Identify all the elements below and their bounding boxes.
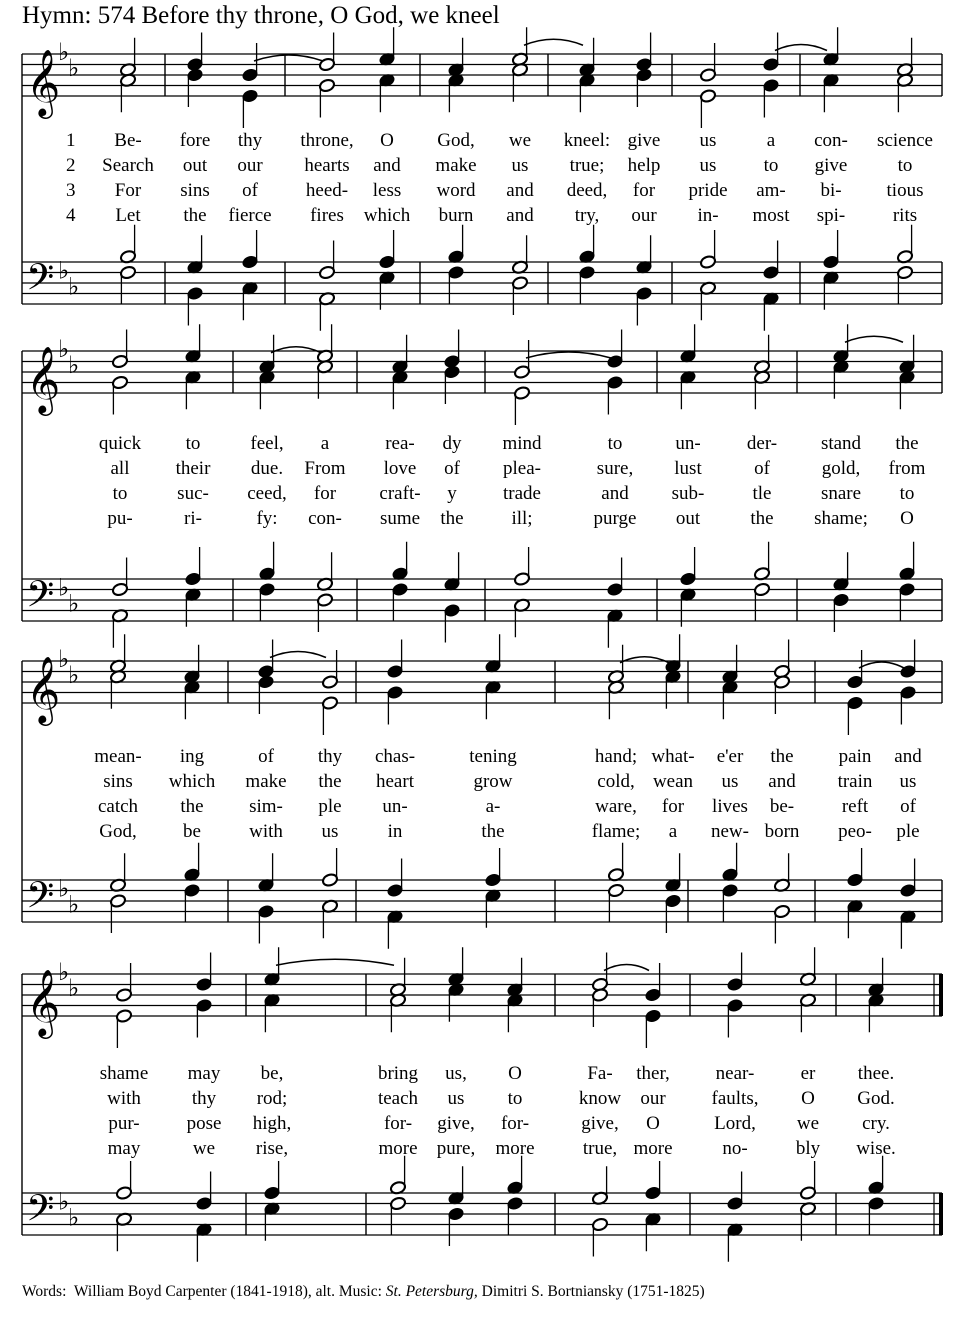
- lyric-syllable: hearts: [304, 155, 350, 176]
- lyric-syllable: y: [447, 483, 457, 504]
- lyric-syllable: spi-: [816, 205, 846, 226]
- slur: [271, 347, 321, 353]
- lyric-syllable: to: [763, 155, 779, 176]
- lyric-syllable: the: [318, 771, 342, 792]
- lyric-syllable: sume: [379, 508, 421, 529]
- lyric-syllable: pu-: [107, 508, 133, 529]
- verse-number: 1: [66, 130, 76, 151]
- lyric-syllable: pose: [186, 1113, 222, 1134]
- lyric-syllable: give,: [437, 1113, 475, 1134]
- bass-clef-icon: 𝄢: [26, 573, 55, 625]
- lyric-syllable: science: [877, 130, 933, 151]
- lyric-syllable: of: [444, 458, 460, 479]
- lyric-syllable: flame;: [591, 821, 641, 842]
- lyric-syllable: wise.: [856, 1138, 896, 1159]
- lyric-syllable: the: [440, 508, 464, 529]
- lyric-syllable: tle: [752, 483, 772, 504]
- lyric-syllable: for: [661, 796, 685, 817]
- lyric-syllable: shame;: [814, 508, 868, 529]
- music-credit: Dimitri S. Bortniansky (1751-1825): [481, 1283, 705, 1300]
- lyric-syllable: kneel:: [563, 130, 611, 151]
- treble-clef-icon: 𝄞: [26, 48, 61, 116]
- lyric-syllable: rise,: [255, 1138, 289, 1159]
- lyric-syllable: bly: [795, 1138, 821, 1159]
- lyric-syllable: we: [796, 1113, 820, 1134]
- lyric-syllable: snare: [820, 483, 862, 504]
- flat-icon: ♭: [58, 958, 70, 986]
- lyric-syllable: e'er: [716, 746, 744, 767]
- lyric-syllable: word: [436, 180, 476, 201]
- lyric-syllable: the: [770, 746, 794, 767]
- lyric-syllable: for-: [383, 1113, 413, 1134]
- lyric-syllable: stand: [820, 433, 862, 454]
- bass-clef-icon: 𝄢: [26, 256, 55, 308]
- lyric-syllable: us,: [445, 1063, 467, 1084]
- slur: [270, 652, 326, 658]
- lyric-syllable: less: [372, 180, 402, 201]
- lyric-syllable: dy: [442, 433, 462, 454]
- lyric-syllable: all: [110, 458, 130, 479]
- lyric-syllable: der-: [746, 433, 778, 454]
- lyric-syllable: con-: [308, 508, 342, 529]
- lyric-syllable: most: [752, 205, 790, 226]
- lyric-syllable: out: [182, 155, 208, 176]
- lyric-syllable: with: [249, 821, 283, 842]
- lyric-syllable: which: [363, 205, 411, 226]
- lyric-syllable: sim-: [249, 796, 283, 817]
- lyric-syllable: and: [506, 205, 534, 226]
- words-label: Words:: [22, 1283, 67, 1300]
- lyric-syllable: be: [183, 821, 201, 842]
- lyric-syllable: fore: [179, 130, 211, 151]
- lyric-syllable: of: [900, 796, 916, 817]
- slur: [254, 55, 323, 61]
- lyric-syllable: fires: [310, 205, 344, 226]
- lyric-syllable: rod;: [256, 1088, 288, 1109]
- lyric-syllable: trade: [503, 483, 541, 504]
- lyric-syllable: true;: [569, 155, 605, 176]
- slur: [276, 959, 394, 965]
- lyric-syllable: ware,: [595, 796, 637, 817]
- lyric-syllable: plea-: [503, 458, 541, 479]
- lyric-syllable: make: [435, 155, 477, 176]
- lyric-syllable: their: [175, 458, 211, 479]
- flat-icon: ♭: [68, 53, 80, 82]
- lyric-syllable: pure,: [436, 1138, 476, 1159]
- verse-number: 2: [66, 155, 76, 176]
- lyric-syllable: pain: [838, 746, 872, 767]
- lyric-syllable: O: [646, 1113, 660, 1134]
- lyric-syllable: God.: [857, 1088, 895, 1109]
- lyric-syllable: ill;: [511, 508, 533, 529]
- lyric-syllable: am-: [756, 180, 786, 201]
- lyric-syllable: us: [511, 155, 529, 176]
- slur: [845, 336, 903, 342]
- lyric-syllable: thy: [237, 130, 263, 151]
- lyric-syllable: born: [764, 821, 800, 842]
- flat-icon: ♭: [68, 589, 80, 618]
- lyric-syllable: Search: [102, 155, 154, 176]
- lyric-syllable: true,: [582, 1138, 618, 1159]
- lyric-syllable: a: [320, 433, 330, 454]
- lyric-syllable: heart: [376, 771, 414, 792]
- lyric-syllable: tening: [469, 746, 517, 767]
- lyric-syllable: O: [900, 508, 914, 529]
- lyric-syllable: purge: [593, 508, 637, 529]
- words-credit: William Boyd Carpenter (1841-1918), alt.: [73, 1283, 335, 1300]
- lyric-syllable: to: [185, 433, 201, 454]
- lyric-syllable: us: [321, 821, 339, 842]
- lyric-syllable: suc-: [177, 483, 209, 504]
- lyric-syllable: peo-: [838, 821, 872, 842]
- treble-clef-icon: 𝄞: [26, 345, 61, 413]
- flat-icon: ♭: [58, 256, 70, 285]
- lyric-syllable: craft-: [379, 483, 421, 504]
- slur: [526, 352, 611, 358]
- lyric-syllable: lives: [712, 796, 748, 817]
- tune-name: St. Petersburg,: [385, 1283, 478, 1300]
- bass-clef-icon: 𝄢: [26, 1187, 55, 1239]
- lyric-syllable: mind: [502, 433, 542, 454]
- lyric-syllable: rea-: [385, 433, 415, 454]
- flat-icon: ♭: [68, 350, 80, 379]
- lyric-syllable: bring: [377, 1063, 419, 1084]
- lyric-syllable: con-: [814, 130, 848, 151]
- lyric-syllable: give: [627, 130, 661, 151]
- lyric-syllable: fy:: [256, 508, 278, 529]
- lyric-syllable: O: [380, 130, 394, 151]
- lyric-syllable: out: [675, 508, 701, 529]
- lyric-syllable: and: [601, 483, 629, 504]
- lyric-syllable: which: [168, 771, 216, 792]
- lyric-syllable: be,: [260, 1063, 284, 1084]
- lyric-syllable: cold,: [597, 771, 635, 792]
- lyric-syllable: grow: [473, 771, 513, 792]
- lyric-syllable: the: [895, 433, 919, 454]
- lyric-syllable: God,: [99, 821, 137, 842]
- lyric-syllable: the: [183, 205, 207, 226]
- lyric-syllable: what-: [651, 746, 695, 767]
- lyric-syllable: to: [507, 1088, 523, 1109]
- treble-clef-icon: 𝄞: [26, 968, 61, 1036]
- flat-icon: ♭: [58, 573, 70, 602]
- lyric-syllable: the: [180, 796, 204, 817]
- lyric-syllable: ther,: [636, 1063, 670, 1084]
- lyric-syllable: our: [237, 155, 263, 176]
- lyric-syllable: sins: [103, 771, 133, 792]
- lyric-syllable: burn: [438, 205, 474, 226]
- lyric-syllable: and: [506, 180, 534, 201]
- lyric-syllable: ple: [896, 821, 920, 842]
- lyric-syllable: fierce: [228, 205, 272, 226]
- lyric-syllable: us: [447, 1088, 465, 1109]
- treble-clef-icon: 𝄞: [26, 655, 61, 723]
- lyric-syllable: teach: [377, 1088, 419, 1109]
- lyric-syllable: pride: [688, 180, 728, 201]
- lyric-syllable: From: [304, 458, 346, 479]
- lyric-syllable: high,: [252, 1113, 292, 1134]
- lyric-syllable: the: [481, 821, 505, 842]
- lyric-syllable: may: [187, 1063, 221, 1084]
- bass-clef-icon: 𝄢: [26, 874, 55, 926]
- lyric-syllable: we: [508, 130, 532, 151]
- lyric-syllable: know: [578, 1088, 622, 1109]
- lyric-syllable: rits: [892, 205, 918, 226]
- lyric-syllable: Be-: [114, 130, 142, 151]
- music-label: Music:: [338, 1283, 382, 1300]
- lyric-syllable: lust: [674, 458, 702, 479]
- flat-icon: ♭: [58, 335, 70, 363]
- lyric-syllable: ri-: [184, 508, 202, 529]
- lyric-syllable: chas-: [374, 746, 416, 767]
- lyric-syllable: bi-: [820, 180, 842, 201]
- lyric-syllable: no-: [722, 1138, 748, 1159]
- lyric-syllable: un-: [382, 796, 408, 817]
- lyric-syllable: ceed,: [247, 483, 287, 504]
- hymn-title: Hymn: 574 Before thy throne, O God, we kneel: [22, 2, 500, 29]
- lyric-syllable: Lord,: [714, 1113, 756, 1134]
- lyric-syllable: for: [313, 483, 337, 504]
- flat-icon: ♭: [68, 660, 80, 689]
- lyric-syllable: and: [894, 746, 922, 767]
- lyric-syllable: due.: [250, 458, 284, 479]
- lyric-syllable: train: [837, 771, 873, 792]
- flat-icon: ♭: [68, 890, 80, 919]
- lyric-syllable: give: [814, 155, 848, 176]
- lyric-syllable: God,: [437, 130, 475, 151]
- lyric-syllable: more: [378, 1138, 418, 1159]
- lyric-syllable: help: [627, 155, 661, 176]
- lyric-syllable: for-: [500, 1113, 530, 1134]
- slur: [620, 657, 669, 663]
- lyric-syllable: un-: [675, 433, 701, 454]
- lyric-syllable: try,: [574, 205, 600, 226]
- lyric-syllable: er: [800, 1063, 816, 1084]
- lyric-syllable: new-: [711, 821, 749, 842]
- flat-icon: ♭: [58, 1187, 70, 1216]
- lyric-syllable: mean-: [94, 746, 142, 767]
- lyric-syllable: the: [750, 508, 774, 529]
- verse-number: 3: [66, 180, 76, 201]
- lyric-syllable: sins: [180, 180, 210, 201]
- lyric-syllable: our: [640, 1088, 666, 1109]
- lyric-syllable: tious: [886, 180, 924, 201]
- lyric-syllable: near-: [715, 1063, 755, 1084]
- slur: [524, 39, 583, 45]
- lyric-syllable: us: [899, 771, 917, 792]
- verse-number: 4: [66, 205, 76, 226]
- slur: [775, 45, 827, 51]
- lyric-syllable: heed-: [305, 180, 349, 201]
- lyric-syllable: in-: [697, 205, 719, 226]
- lyric-syllable: shame: [99, 1063, 149, 1084]
- lyric-syllable: a-: [485, 796, 501, 817]
- lyric-syllable: wean: [652, 771, 694, 792]
- lyric-syllable: our: [631, 205, 657, 226]
- lyric-syllable: we: [192, 1138, 216, 1159]
- flat-icon: ♭: [68, 973, 80, 1002]
- lyric-syllable: faults,: [711, 1088, 759, 1109]
- lyric-syllable: catch: [97, 796, 139, 817]
- lyric-syllable: us: [699, 130, 717, 151]
- lyric-syllable: to: [112, 483, 128, 504]
- lyric-syllable: and: [373, 155, 401, 176]
- lyric-syllable: ple: [318, 796, 342, 817]
- lyric-syllable: thy: [317, 746, 343, 767]
- lyric-syllable: For: [114, 180, 142, 201]
- lyric-syllable: O: [801, 1088, 815, 1109]
- lyric-syllable: give,: [581, 1113, 619, 1134]
- lyric-syllable: reft: [841, 796, 869, 817]
- lyric-syllable: and: [768, 771, 796, 792]
- lyric-syllable: a: [766, 130, 776, 151]
- lyric-syllable: love: [383, 458, 417, 479]
- lyric-syllable: hand;: [594, 746, 638, 767]
- lyric-syllable: be-: [769, 796, 795, 817]
- lyric-syllable: sub-: [671, 483, 705, 504]
- lyric-syllable: in: [387, 821, 403, 842]
- lyric-syllable: us: [699, 155, 717, 176]
- lyric-syllable: throne,: [300, 130, 354, 151]
- flat-icon: ♭: [68, 1203, 80, 1232]
- lyric-syllable: ing: [179, 746, 205, 767]
- lyric-syllable: may: [107, 1138, 141, 1159]
- lyric-syllable: pur-: [108, 1113, 140, 1134]
- slur: [859, 662, 904, 668]
- flat-icon: ♭: [58, 645, 70, 673]
- lyric-syllable: of: [754, 458, 770, 479]
- lyric-syllable: for: [632, 180, 656, 201]
- lyric-syllable: O: [508, 1063, 522, 1084]
- lyric-syllable: thee.: [857, 1063, 895, 1084]
- lyric-syllable: sure,: [596, 458, 634, 479]
- flat-icon: ♭: [58, 38, 70, 66]
- lyric-syllable: Fa-: [587, 1063, 613, 1084]
- credits-footer: [22, 1283, 705, 1301]
- lyric-syllable: to: [899, 483, 915, 504]
- lyric-syllable: to: [607, 433, 623, 454]
- flat-icon: ♭: [58, 874, 70, 903]
- lyric-syllable: Let: [115, 205, 141, 226]
- lyric-syllable: to: [897, 155, 913, 176]
- lyric-syllable: feel,: [250, 433, 284, 454]
- lyric-syllable: more: [633, 1138, 673, 1159]
- lyric-syllable: thy: [191, 1088, 217, 1109]
- lyric-syllable: with: [107, 1088, 141, 1109]
- lyric-syllable: cry.: [862, 1113, 890, 1134]
- lyric-syllable: from: [888, 458, 926, 479]
- flat-icon: ♭: [68, 272, 80, 301]
- lyric-syllable: more: [495, 1138, 535, 1159]
- lyric-syllable: of: [258, 746, 274, 767]
- lyric-syllable: gold,: [821, 458, 861, 479]
- lyric-syllable: a: [668, 821, 678, 842]
- lyric-syllable: of: [242, 180, 258, 201]
- lyric-syllable: make: [245, 771, 287, 792]
- lyric-syllable: quick: [98, 433, 142, 454]
- lyric-syllable: deed,: [566, 180, 608, 201]
- slur: [604, 965, 649, 971]
- lyric-syllable: us: [721, 771, 739, 792]
